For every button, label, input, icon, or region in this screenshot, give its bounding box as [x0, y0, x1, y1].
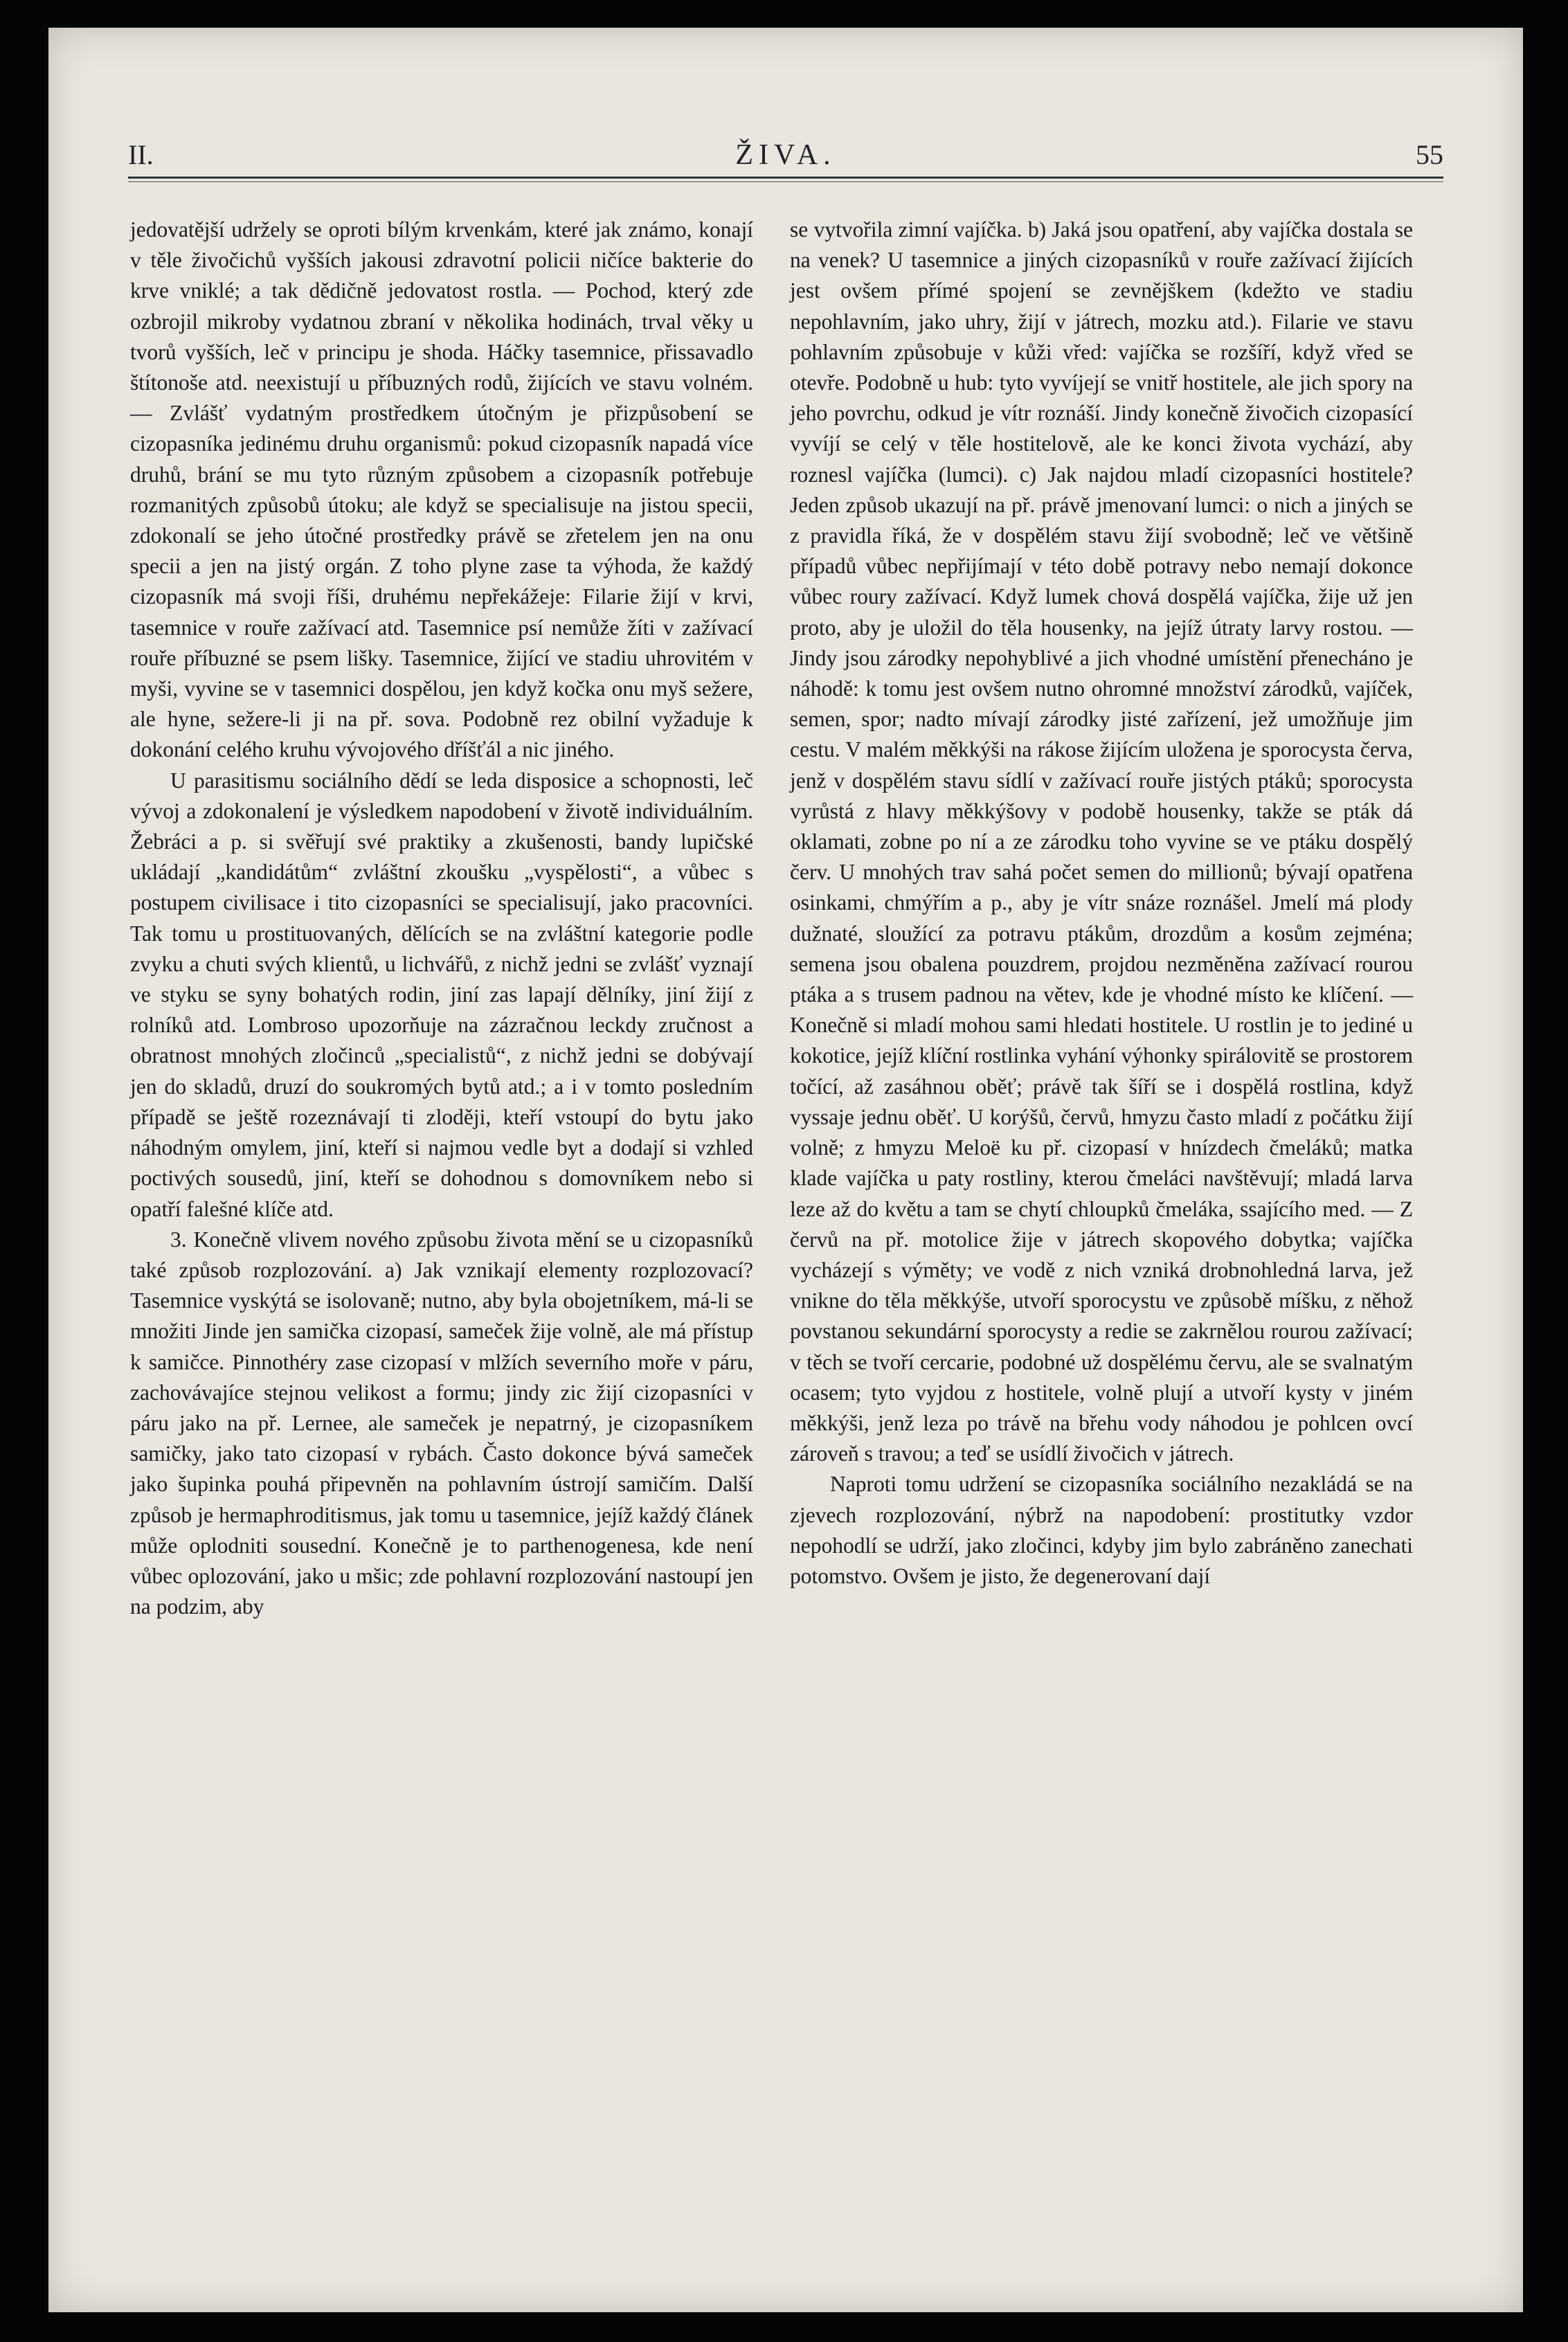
running-header — [128, 118, 1443, 180]
journal-title: ŽIVA. — [735, 139, 836, 171]
paragraph: U parasitismu sociálního dědí se leda disposice a schopnosti, leč vývoj a zdokonalení je výsledkem napodobení v životě individuálním. Žebráci a p. si svěřují své praktiky a zkušenosti, bandy lupičské ukládají „kandidátům“ zvláštní zkoušku „vyspělosti“, a vůbec s postupem civilisace i tito cizopasníci se specialisují, jako pracovníci. Tak tomu u prostituovaných, dělících se na zvláštní kategorie podle zvyku a chuti svých klientů, u lichvářů, z nichž jedni se zvlášť vyznají ve styku se syny bohatých rodin, jiní zas lapají dělníky, jiní žijí z rolníků atd. Lombroso upozorňuje na zázračnou leckdy zručnost a obratnost mnohých zločinců „specialistů“, z nichž jedni se dobývají jen do skladů, druzí do soukromých bytů atd.; a i v tomto posledním případě se ještě rozeznávají ti zloději, kteří vstoupí do bytu jako náhodným omylem, jiní, kteří si najmou vedle byt a dodají si vzhled poctivých sousedů, jiní, kteří se dohodnou s domovníkem nebo si opatří falešné klíče atd. — [130, 768, 753, 1221]
paragraph: se vytvořila zimní vajíčka. b) Jaká jsou opatření, aby vajíčka dostala se na venek? U tasemnice a jiných cizopasníků v rouře zažívací žijících jest ovšem přímé spojení se zevnějškem (kdežto ve stadiu nepohlavním, jako uhry, žijí v játrech, mozku atd.). Filarie ve stavu pohlavním způsobuje v kůži vřed: vajíčka se rozšíří, když vřed se otevře. Podobně u hub: tyto vyvíjejí se vnitř hostitele, ale jich spory na jeho povrchu, odkud je vítr roznáší. Jindy konečně živočich cizopasící vyvíjí se celý v těle hostitelově, ale ke konci života vychází, aby roznesl vajíčka (lumci). c) Jak najdou mladí cizopasníci hostitele? Jeden způsob ukazují na př. právě jmenovaní lumci: o nich a jiných se z pravidla říká, že v dospělém stavu žijí svobodně; leč ve většině případů vůbec nepřijímají v této době potravy nebo nemají dokonce vůbec roury zažívací. Když lumek chová dospělá vajíčka, žije už jen proto, aby je uložil do těla housenky, na jejíž útraty larvy rostou. — Jindy jsou zárodky nepohyblivé a jich vhodné umístění přenecháno je náhodě: k tomu jest ovšem nutno ohromné množství zárodků, vajíček, semen, spor; nadto mívají zárodky jisté zařízení, jež umožňuje jim cestu. V malém měkkýši na rákose žijícím uložena je sporocysta červa, jenž v dospělém stavu sídlí v zažívací rouře jistých ptáků; sporocysta vyrůstá z hlavy měkkýšovy v podobě housenky, takže se pták dá oklamati, zobne po ní a ze zárodku toho vyvine se ve ptáku dospělý červ. U mnohých trav sahá počet semen do millionů; bývají opatřena osinkami, chmýřím a p., aby je vítr snáze roznášel. Jmelí má plody dužnaté, sloužící za potravu ptákům, drozdům a kosům zejména; semena jsou obalena pouzdrem, projdou nezměněna zažívací rourou ptáka a s trusem padnou na větev, kde je vhodné místo ke klíčení. — Konečně si mladí mohou sami hledati hostitele. U rostlin je to jediné u kokotice, jejíž klíční rostlinka vyhání výhonky spirálovitě se prostorem točící, až zasáhnou oběť; právě tak šíří se i dospělá rostlina, když vyssaje jednu oběť. U korýšů, červů, hmyzu často mladí z počátku žijí volně; z hmyzu Meloë ku př. cizopasí v hnízdech čmeláků; matka klade vajíčka u paty rostliny, kterou čmeláci navštěvují; mladá larva leze až do květu a tam se chytí chloupků čmeláka, ssajícího med. — Z červů na př. motolice žije v játrech skopového dobytka; vajíčka vycházejí s výměty; ve vodě z nich vzniká drobnohledná larva, jež vnikne do těla měkkýše, utvoří sporocystu ve způsobě míšku, z něhož povstanou sekundární sporocysty a redie se zakrnělou rourou zažívací; v těch se tvoří cercarie, podobné už dospělému červu, ale se svalnatým ocasem; tyto vyjdou z hostitele, volně plují a utvoří kysty v jiném měkkýši, jenž leza po trávě na břehu vody náhodou je pohlcen ovcí zároveň s travou; a teď se usídlí živočich v játrech. — [790, 217, 1413, 1466]
left-column — [130, 215, 753, 1622]
paragraph: 3. Konečně vlivem nového způsobu života mění se u cizopasníků také způsob rozplozování. a) Jak vznikají elementy rozplozovací? Tasemnice vyskýtá se isolovaně; nutno, aby byla obojetníkem, má-li se množiti Jinde jen samička cizopasí, sameček žije volně, ale má přístup k samičce. Pinnothéry zase cizopasí v mlžích severního moře v páru, zachovávajíce stejnou velikost a formu; jindy zic žijí cizopasníci v páru jako na př. Lernee, ale sameček je nepatrný, je cizopasníkem samičky, jako tato cizopasí v rybách. Často dokonce bývá sameček jako šupinka pouhá připevněn na pohlavním ústrojí samičím. Další způsob je hermaphroditismus, jak tomu u tasemnice, jejíž každý článek může oplodniti sousední. Konečně je to parthenogenesa, kde není vůbec oplozování, jako u mšic; zde pohlavní rozplozování nastoupí jen na podzim, aby — [130, 1227, 753, 1619]
paragraph: jedovatější udržely se oproti bílým krvenkám, které jak známo, konají v těle živočichů vyšších jakousi zdravotní policii ničíce bakterie do krve vniklé; a tak dědičně jedovatost rostla. — Pochod, který zde ozbrojil mikroby vydatnou zbraní v několika hodinách, trval věky u tvorů vyšších, leč v principu je shoda. Háčky tasemnice, přissavadlo štítonoše atd. neexistují u příbuzných rodů, žijících ve stavu volném. — Zvlášť vydatným prostředkem útočným je přizpůsobení se cizopasníka jedinému druhu organismů: pokud cizopasník napadá více druhů, brání se mu tyto různým způsobem a cizopasník potřebuje rozmanitých způsobů útoku; ale když se specialisuje na jistou specii, zdokonalí se jeho útočné prostředky právě se zřetelem jen na onu specii a jen na jistý orgán. Z toho plyne zase ta výhoda, že každý cizopasník má svoji říši, druhému nepřekážeje: Filarie žijí v krvi, tasemnice v rouře zažívací atd. Tasemnice psí nemůže žíti v zažívací rouře příbuzné se psem lišky. Tasemnice, žijící ve stadiu uhrovitém v myši, vyvine se v tasemnici dospělou, jen když kočka onu myš sežere, ale hyne, sežere-li ji na př. sova. Podobně rez obilní vyžaduje k dokonání celého kruhu vývojového dříšťál a nic jiného. — [130, 217, 753, 762]
header-rule — [128, 177, 1443, 182]
volume-number: II. — [128, 139, 154, 170]
journal-page — [48, 28, 1523, 2312]
page-number: 55 — [1416, 139, 1443, 170]
right-column — [790, 215, 1413, 1592]
paragraph: Naproti tomu udržení se cizopasníka sociálního nezakládá se na zjevech rozplozování, nýbrž na napodobení: prostitutky vzdor nepohodlí se udrží, jako zločinci, kdyby jim bylo zabráněno zanechati potomstvo. Ovšem je jisto, že degenerovaní dají — [790, 1472, 1413, 1588]
